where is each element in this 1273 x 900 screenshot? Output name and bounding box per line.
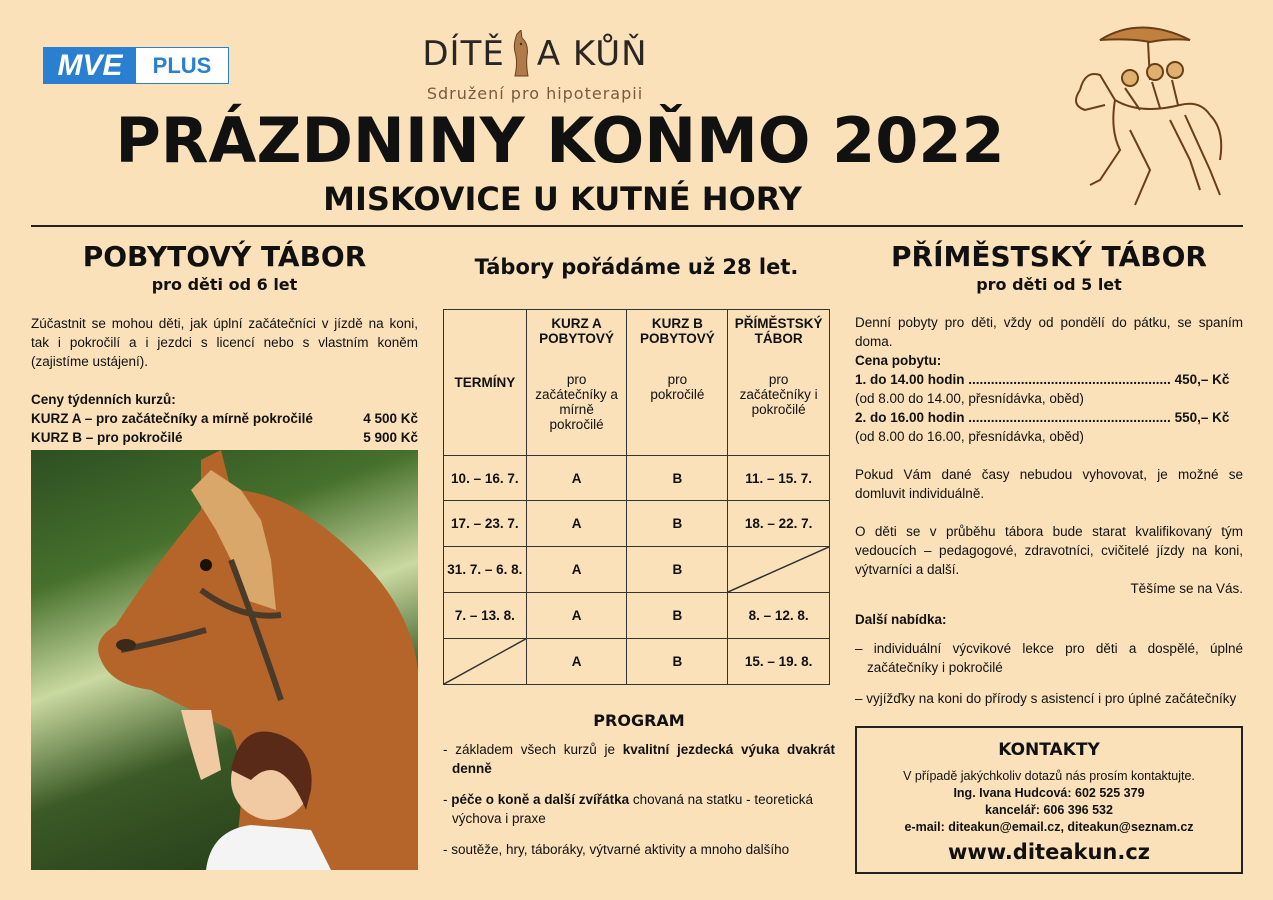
contact-email[interactable]: e-mail: diteakun@email.cz, diteakun@seznam.cz [904,820,1194,834]
schedule-table [443,309,830,685]
price-note-1: (od 8.00 do 14.00, přesnídávka, oběd) [855,391,1084,406]
right-p3: O děti se v průběhu tábora bude starat kvalifikovaný tým vedoucích – pedagogové, zdravotníci, cvičitelé jízdy na koni, výtvarníci a další. [855,524,1243,577]
table-row: A B 15. – 19. 8. [444,639,830,685]
program-item: - péče o koně a další zvířátka chovaná na statku - teoretická výchova i praxe [443,792,813,826]
table-row: 7. – 13. 8. A B 8. – 12. 8. [444,593,830,639]
price-line-1: 1. do 14.00 hodin ...................................................... 450,– Kč [855,372,1230,387]
more-title: Další nabídka: [855,612,947,627]
page-title: PRÁZDNINY KOŇMO 2022 [115,104,1005,177]
left-heading: POBYTOVÝ TÁBOR [82,240,367,273]
mve-plus-logo [43,47,229,84]
table-col-header: KURZ A POBYTOVÝ pro začátečníky a mírně pokročilé [526,310,627,456]
program-item: - základem všech kurzů je kvalitní jezdecká výuka dvakrát denně [443,742,835,776]
table-header-row [444,310,830,456]
price-title: Cena pobytu: [855,353,942,368]
price-value: 4 500 Kč [363,411,418,426]
prices-title: Ceny týdenních kurzů: [31,392,176,407]
program-item: - soutěže, hry, táboráky, výtvarné aktivity a mnoho dalšího [443,842,790,857]
website-link[interactable]: www.diteakun.cz [947,840,1151,864]
brand-logo [410,30,660,103]
price-label: KURZ A – pro začátečníky a mírně pokročilé [31,411,313,426]
contacts-title: KONTAKTY [998,740,1100,760]
table-row: 10. – 16. 7. A B 11. – 15. 7. [444,456,830,501]
price-note-2: (od 8.00 do 16.00, přesnídávka, oběd) [855,429,1084,444]
price-row-b [31,428,418,447]
terms-header: TERMÍNY [444,310,527,456]
price-label: KURZ B – pro pokročilé [31,430,183,445]
table-col-header: PŘÍMĚSTSKÝ TÁBOR pro začátečníky i pokročilé [728,310,830,456]
price-line-2: 2. do 16.00 hodin ...................................................... 550,– Kč [855,410,1230,425]
empty-cell-diagonal [444,639,527,685]
horse-head-icon [509,30,533,78]
left-intro: Zúčastnit se mohou děti, jak úplní začátečníci v jízdě na koni, tak i pokročilí a i jezdci s licencí nebo s vlastním koněm (zajistíme ustájení). [31,316,418,369]
left-column [31,240,418,447]
price-value: 5 900 Kč [363,430,418,445]
left-age: pro děti od 6 let [151,275,298,294]
list-item: – vyjížďky na koni do přírody s asistencí i pro úplné začátečníky [855,691,1237,706]
more-list [855,639,1243,708]
table-row: 17. – 23. 7. A B 18. – 22. 7. [444,501,830,547]
logo-mve-text: MVE [44,48,136,83]
program-section [443,711,835,859]
list-item: – individuální výcvikové lekce pro děti a dospělé, úplné začátečníky i pokročilé [855,641,1243,675]
horse-photo [31,450,418,870]
center-column [443,255,830,279]
right-column [855,240,1243,720]
contact-person: Ing. Ivana Hudcová: 602 525 379 [953,786,1145,800]
table-row: 31. 7. – 6. 8. A B [444,547,830,593]
logo-plus-text: PLUS [136,48,228,83]
right-intro: Denní pobyty pro děti, vždy od pondělí do pátku, se spaním doma. [855,315,1243,349]
table-col-header: KURZ B POBYTOVÝ pro pokročilé [627,310,728,456]
empty-cell-diagonal [728,547,830,593]
contacts-intro: V případě jakýchkoliv dotazů nás prosím kontaktujte. [903,769,1195,783]
contacts-box [855,726,1243,874]
brand-name-part1: DÍTĚ [422,34,505,74]
right-sign: Těšíme se na Vás. [1130,581,1243,596]
center-heading: Tábory pořádáme už 28 let. [474,255,799,279]
page-subtitle: MISKOVICE U KUTNÉ HORY [323,180,802,218]
brand-subtitle: Sdružení pro hipoterapii [426,84,644,103]
contact-office: kancelář: 606 396 532 [985,803,1113,817]
right-p2: Pokud Vám dané časy nebudou vyhovovat, je možné se domluvit individuálně. [855,467,1243,501]
brand-name-part2: A KŮŇ [536,34,648,74]
right-age: pro děti od 5 let [976,275,1122,294]
right-heading: PŘÍMĚSTSKÝ TÁBOR [891,240,1207,273]
program-title: PROGRAM [593,711,685,730]
price-row-a [31,409,418,428]
header-divider [31,225,1243,227]
